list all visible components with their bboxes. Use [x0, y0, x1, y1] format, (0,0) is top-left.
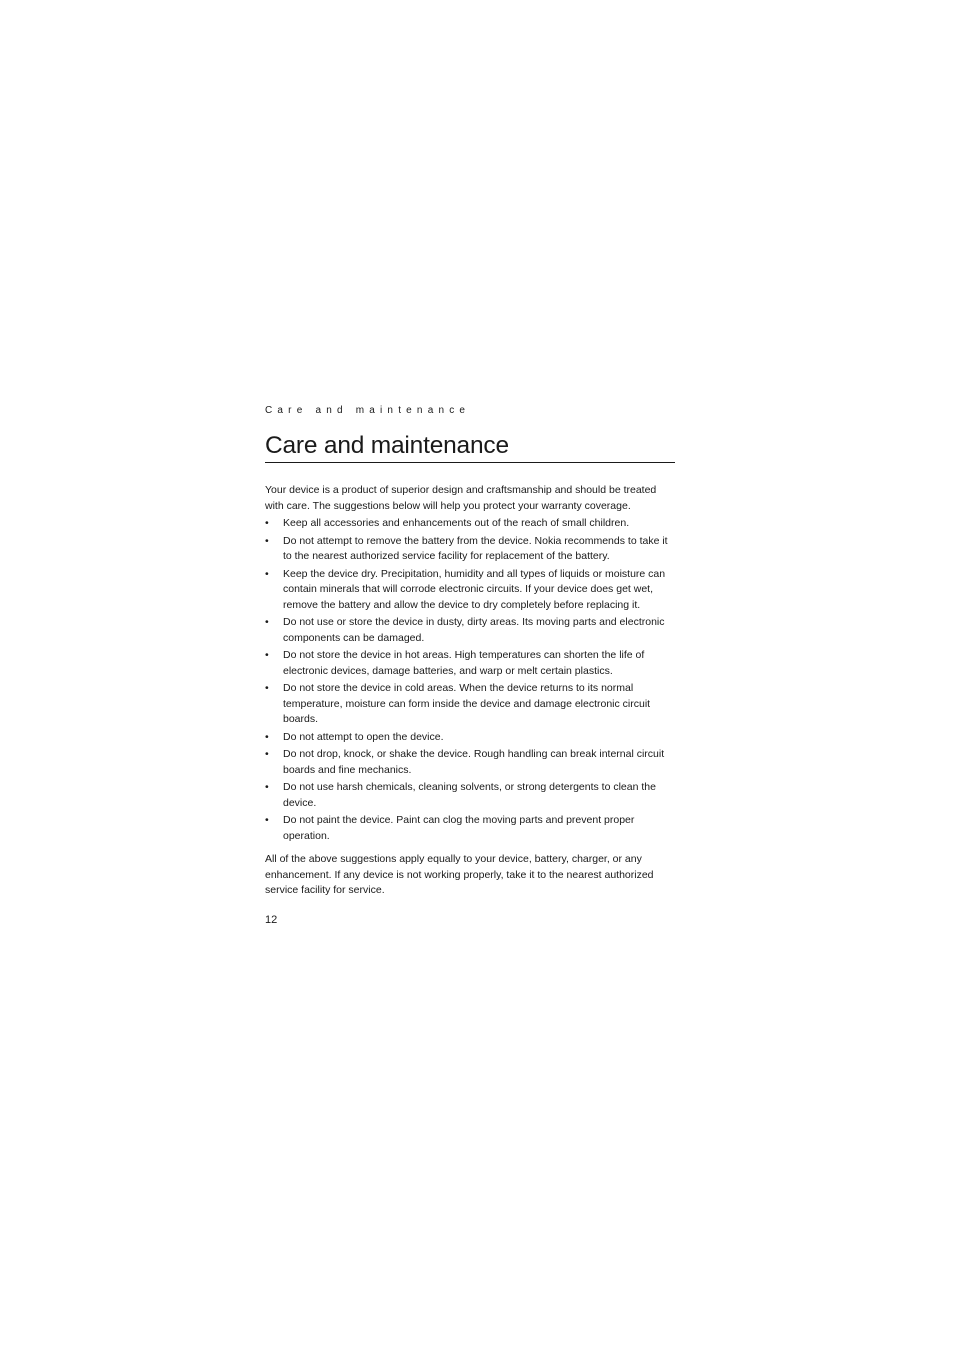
- bullet-icon: •: [265, 616, 269, 628]
- list-item: [265, 648, 675, 679]
- list-item: [265, 567, 675, 614]
- list-item-text: Do not paint the device. Paint can clog the moving parts and prevent proper operation.: [283, 814, 635, 842]
- list-item-text: Do not store the device in cold areas. When the device returns to its normal temperature, moisture can form inside the device and damage electronic circuit boards.: [283, 682, 651, 725]
- list-item: [265, 681, 675, 728]
- list-item: [265, 615, 675, 646]
- bullet-icon: •: [265, 649, 269, 661]
- bullet-icon: •: [265, 781, 269, 793]
- list-item-text: Do not store the device in hot areas. High temperatures can shorten the life of electronic devices, damage batteries, and warp or melt certain plastics.: [283, 649, 645, 677]
- list-item-text: Keep all accessories and enhancements out of the reach of small children.: [283, 517, 630, 529]
- bullet-icon: •: [265, 748, 269, 760]
- list-item-text: Do not use harsh chemicals, cleaning solvents, or strong detergents to clean the device.: [283, 781, 656, 809]
- list-item: [265, 747, 675, 778]
- section-title: Care and maintenance: [265, 431, 675, 463]
- bullet-icon: •: [265, 682, 269, 694]
- list-item-text: Do not attempt to open the device.: [283, 730, 444, 743]
- list-item: [265, 534, 675, 565]
- bullet-icon: •: [265, 517, 269, 529]
- list-item-text: Do not drop, knock, or shake the device. Rough handling can break internal circuit boards and fine mechanics.: [283, 748, 665, 776]
- list-item: [265, 780, 675, 811]
- list-item: [265, 516, 675, 532]
- intro-paragraph: Your device is a product of superior design and craftsmanship and should be treated with care. The suggestions below will help you protect your warranty coverage.: [265, 484, 657, 512]
- closing-paragraph: All of the above suggestions apply equally to your device, battery, charger, or any enhancement. If any device is not working properly, take it to the nearest authorized service facility for service.: [265, 853, 654, 896]
- running-header: Care and maintenance: [265, 405, 471, 416]
- document-page: [265, 404, 675, 927]
- bullet-icon: •: [265, 534, 269, 547]
- bullet-icon: •: [265, 730, 269, 743]
- list-item-text: Keep the device dry. Precipitation, humidity and all types of liquids or moisture can contain minerals that will corrode electronic circuits. If your device does get wet, remove the battery and allow the device to dry completely before replacing it.: [283, 567, 666, 611]
- page-number: 12: [265, 913, 278, 926]
- list-item-text: Do not use or store the device in dusty, dirty areas. Its moving parts and electronic components can be damaged.: [283, 616, 665, 644]
- care-guidelines-list: [265, 516, 675, 844]
- bullet-icon: •: [265, 567, 269, 580]
- list-item: [265, 730, 675, 746]
- bullet-icon: •: [265, 814, 269, 826]
- list-item-text: Do not attempt to remove the battery from the device. Nokia recommends to take it to the nearest authorized service facility for replacement of the battery.: [283, 534, 668, 562]
- list-item: [265, 813, 675, 844]
